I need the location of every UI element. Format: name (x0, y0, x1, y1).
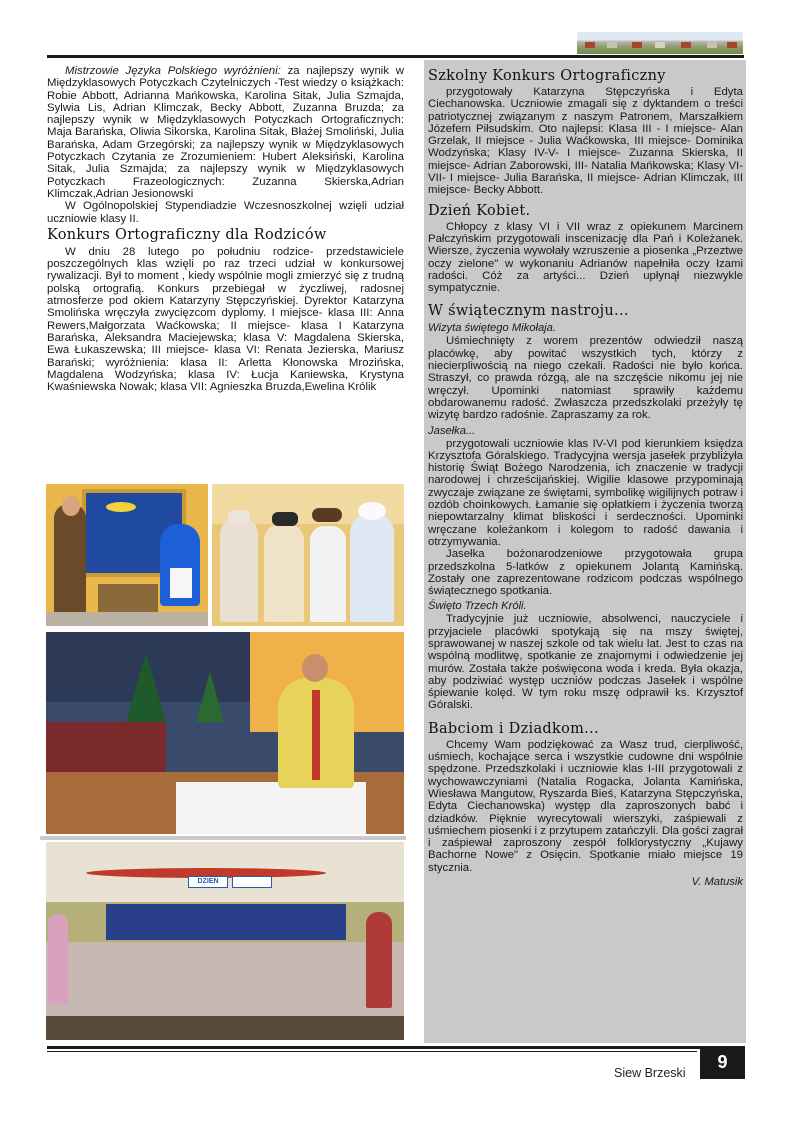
village-landscape-photo (577, 32, 743, 54)
jaselka-paragraph: przygotowali uczniowie klas IV-VI pod kierunkiem księdza Krzysztofa Góralskiego. Tradycyjna wersja jasełek przybliżyła historię Świąt Bożego Narodzenia, ich znaczenie w tradycji narodowej i chrześcijańskiej. Wigilie klasowe przypominają zwyczaje związane ze świętami, symbolikę wigilijnych potraw i ozdób choinkowych. Łamanie się opłatkiem i życzenia tworzą niepowtarzalny klimat bliskości i serdeczności. Upominki wręczane koleżankom i kolegom to radość dawania i otrzymywania. (428, 437, 743, 548)
children-costumes-photo (212, 484, 404, 626)
stypendiada-paragraph: W Ogólnopolskiej Stypendiadzie Wczesnoszkolnej wzięli udział uczniowie klasy II. (47, 200, 404, 225)
mass-priest-photo (46, 632, 404, 834)
magazine-name: Siew Brzeski (614, 1066, 686, 1080)
left-column (47, 65, 404, 393)
parents-contest-heading: Konkurs Ortograficzny dla Rodziców (47, 226, 327, 243)
right-column (424, 60, 746, 1043)
mikolaj-paragraph: Uśmiechnięty z worem prezentów odwiedził naszą placówkę, aby powitać wszystkich tych, którzy z niecierpliwością na niego czekali. Radości nie było końca. Straszył, co prawda rózgą, ale na szczęście nikomu jej nie wręczył. Upominki natomiast sprawiły każdemu obdarowanemu radość. Zwłaszcza przedszkolaki przeżyły tę wizytę bardzo radośnie. Zapraszamy za rok. (428, 335, 743, 422)
mikolaj-subheading: Wizyta świętego Mikołaja. (428, 322, 556, 335)
winners-text: za najlepszy wynik w Międzyklasowych Potyczkach Czytelniczych -Test wiedzy o książkach: Robie Abbott, Adrianna Mańkowska, Karolina Sitak, Julia Szmajda, Sylwia Lis, Adrian Klimczak, Becky Abbott, Zuzanna Bruzda; za najlepszy wynik w Międzyklasowych Potyczkach Ortograficznych: Maja Barańska, Oliwia Sikorska, Karolina Sitak, Błażej Smoliński, Julia Barańska, Adam Grzegórski; za najlepszy wynik w Międzyklasowych Potyczkach Czytania ze Zrozumieniem: Hubert Aleksiński, Karolina Sitak, Julia Szmajda; za najlepszy wynik w Międzyklasowych Potyczkach Frazeologicznych: Zuzanna Skierska,Adrian Klimczak,Adrian Jesionowski (47, 65, 404, 200)
header-rule (47, 55, 744, 58)
christmas-heading: W świątecznym nastroju... (428, 303, 629, 320)
jaselka-subheading: Jasełka... (428, 424, 476, 437)
page-number: 9 (700, 1046, 745, 1079)
nativity-play-photo (46, 484, 208, 626)
school-contest-paragraph: przygotowały Katarzyna Stępczyńska i Edyta Ciechanowska. Uczniowie zmagali się z dyktandem o treści patriotycznej związanym z naszym Patronem, Marszałkiem Józefem Piłsudskim. Oto najlepsi: Klasa III - I miejsce- Alan Grzelak, II miejsce - Julia Waćkowska, III miejsce- Dominika Wodzyńska; Klasy IV-V- I miejsce- Zuzanna Skierska, II miejsce- Adrian Zaborowski, III- Natalia Mańkowska; Klasy VI-VII- I miejsce- Julia Barańska, II miejsce- Adrian Klimczak, III miejsce- Becky Abbott. (428, 86, 743, 197)
footer-rule (47, 1046, 744, 1049)
photo-divider (40, 836, 406, 840)
parents-contest-paragraph: W dniu 28 lutego po południu rodzice- przedstawiciele poszczególnych klas wzięli po raz trzeci udział w konkursowej rywalizacji. Był to moment , kiedy wspólnie mogli zmierzyć się z trudną polską ortografią. Konkurs przebiegał w życzliwej, radosnej atmosferze pod okiem Katarzyny Stępczyńskiej. Dyrektor Katarzyna Smolińska wręczyła zwycięzcom dyplomy. I miejsce- klasa III: Anna Rewers,Małgorzata Waćkowska; II miejsce- klasa I Katarzyna Barańska, Aleksandra Maciejewska; klasa V: Magdalena Skierska, Ewa Łukaszewska; III miejsce- klasa VI: Renata Jezierska, Mariusz Barański; wyróżnienia: klasa II: Arletta Kłonowska Mrozińska, Magdalena Wodzyńska; klasa IV: Łucja Kaniewska, Krystyna Kwaśniewska Nowak; klasa VII: Agnieszka Bruzda,Ewelina Królik (47, 245, 404, 394)
winners-lead: Mistrzowie Języka Polskiego wyróżnieni: (65, 65, 281, 77)
school-contest-heading: Szkolny Konkurs Ortograficzny (428, 68, 666, 84)
womens-day-paragraph: Chłopcy z klasy VI i VII wraz z opiekunem Marcinem Pałczyńskim przygotowali inscenizację dla Pań i Koleżanek. Wiersze, życzenia wywołały wzruszenie a piosenka „Przeztwe oczy zielone" w wykonaniu Adrianów napełniła oczy łzami radości. Cóż za artyści... Dzień upłynął niezwykle sympatycznie. (428, 220, 743, 295)
jaselka-preschool-paragraph: Jasełka bożonarodzeniowe przygotowała grupa przedszkolna 5-latków z opiekunem Jolantą Kamińską. Zostały one zaprezentowane rodzicom podczas wspólnego świątecznego spotkania. (428, 548, 743, 598)
author-signature: V. Matusik (691, 876, 743, 889)
grandparents-heading: Babciom i Dziadkom... (428, 720, 599, 737)
winners-paragraph (47, 65, 404, 200)
trzech-kroli-subheading: Święto Trzech Króli. (428, 600, 527, 613)
womens-day-heading: Dzień Kobiet. (428, 202, 531, 219)
grandparents-day-group-photo (46, 842, 404, 1040)
footer-rule-thin (47, 1051, 697, 1052)
grandparents-paragraph: Chcemy Wam podziękować za Wasz trud, cierpliwość, uśmiech, kochające serca i wszystkie cudowne dni wspólnie spędzone. Przedszkolaki i uczniowie klas I-III przygotowali z wychowawczyniami (Natalia Rogacka, Jolanta Kamińska, Wiesława Mangutow, Ryszarda Bieś, Katarzyna Stępczyńska, Edyta Ciechanowska) występ dla zaproszonych babć i dziadków. Pięknie wyrecytowali wierszyki, zaśpiewali z uśmiechem piosenki i z przytupem zatańczyli. Dla gości zagrał i zaśpiewał zaproszony zespół folklorystyczny „Kujawy Bachorne Nowe" z Osięcin. Spotkanie miało miejsce 19 stycznia. (428, 738, 743, 874)
banner-label: DZIEŃ (188, 876, 228, 888)
trzech-kroli-paragraph: Tradycyjnie już uczniowie, absolwenci, nauczyciele i przyjaciele placówki spotykają się na mszy świętej, sprawowanej w naszej szkole od tak wielu lat. Jest to czas na wspólną modlitwę, spotkanie ze znajomymi i odwiedzenie jej murów. Została także poświęcona woda i kreda. Była okazja, aby podziwiać występ uczniów podczas Jasełek i wspólne śpiewanie kolęd. W tym roku mszę odprawił ks. Krzysztof Góralski. (428, 613, 743, 712)
